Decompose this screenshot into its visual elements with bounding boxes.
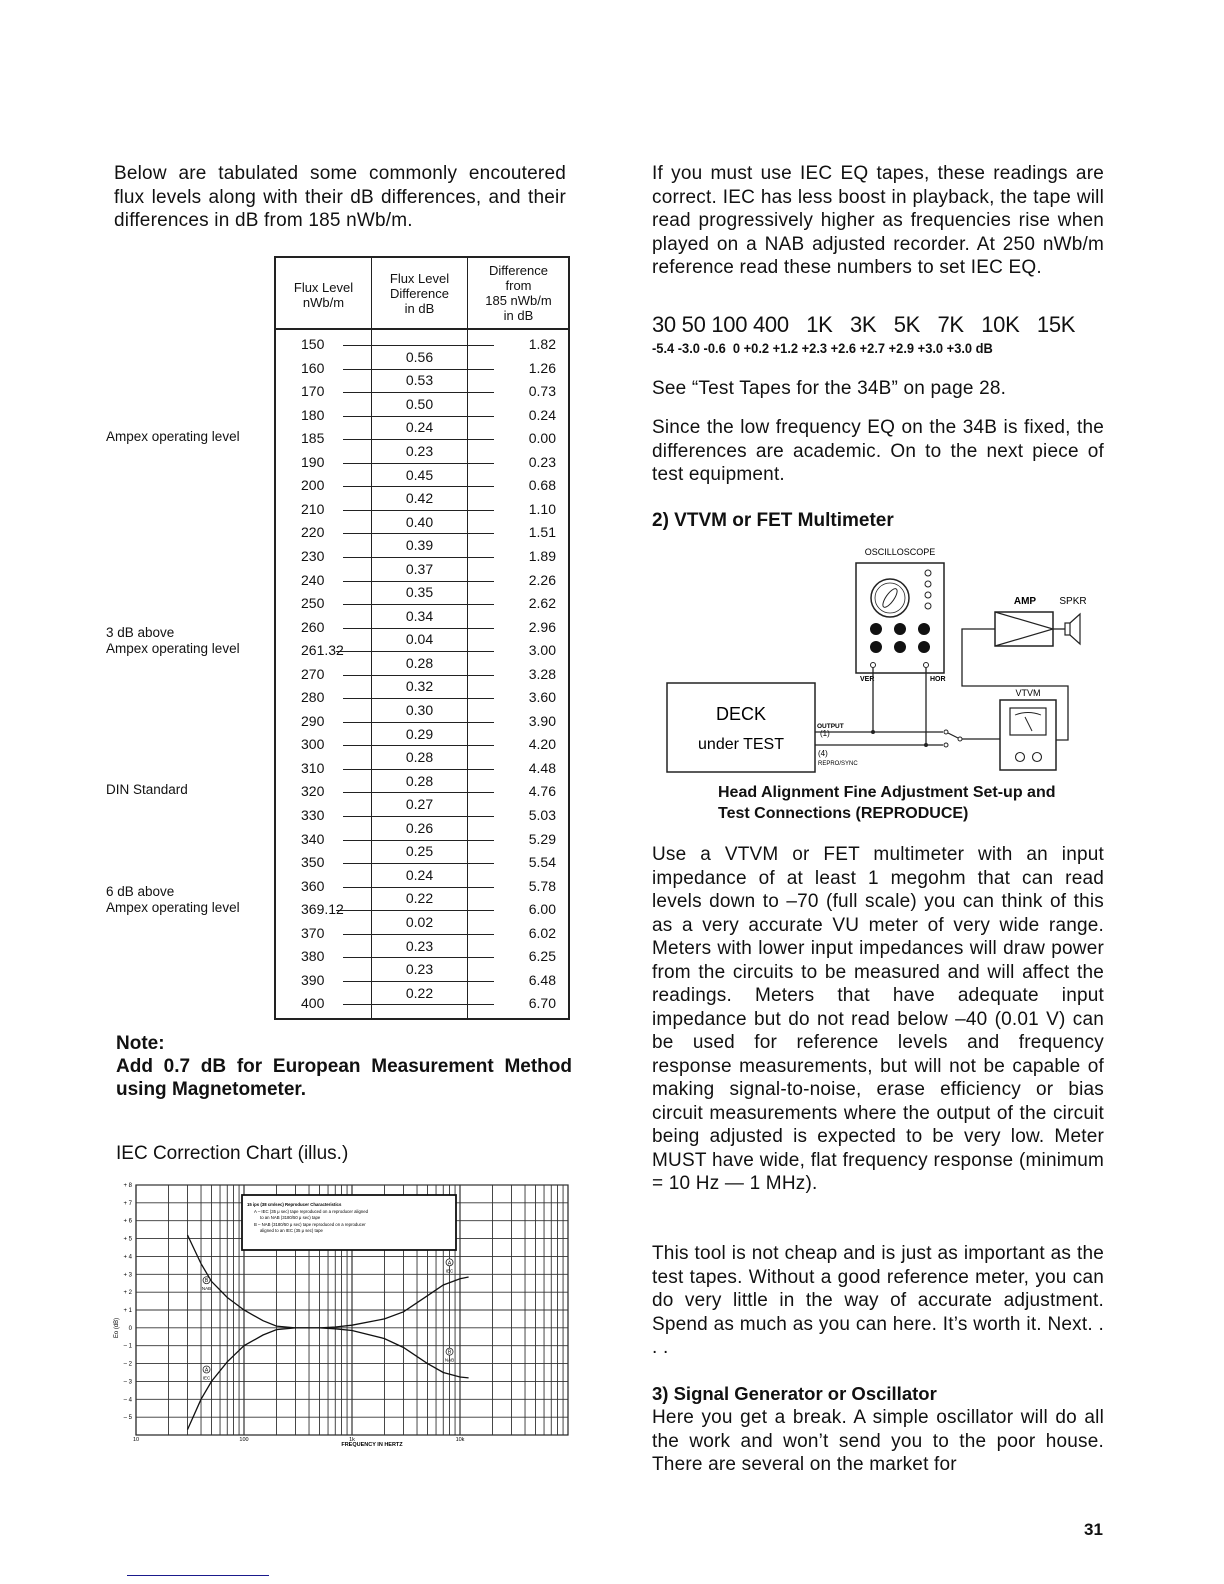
table-row-line bbox=[343, 581, 494, 582]
table-row-line bbox=[343, 816, 494, 817]
level-difference-cell: 0.37 bbox=[405, 560, 434, 577]
level-difference-cell: 0.40 bbox=[405, 513, 434, 530]
level-difference-cell: 0.32 bbox=[405, 678, 434, 695]
legend-line: 15 ips (38 cm/sec) Reproducer Characteristics bbox=[247, 1202, 342, 1207]
flux-level-cell: 380 bbox=[301, 948, 325, 965]
flux-level-cell: 370 bbox=[301, 924, 325, 941]
oscilloscope-label: OSCILLOSCOPE bbox=[864, 547, 936, 557]
spkr-label: SPKR bbox=[1059, 596, 1087, 607]
diff-from-185-cell: 5.54 bbox=[528, 854, 556, 871]
repro-sync-label: REPRO/SYNC bbox=[818, 761, 858, 767]
y-tick-label: + 8 bbox=[123, 1183, 132, 1189]
level-difference-cell: 0.02 bbox=[405, 913, 434, 930]
diff-from-185-cell: 1.10 bbox=[528, 500, 556, 517]
flux-level-cell: 360 bbox=[301, 877, 325, 894]
scope-indicator-lights bbox=[925, 570, 931, 609]
level-difference-cell: 0.28 bbox=[405, 654, 434, 671]
legend-line: A – IEC (35 μ sec) tape reproduced on a reproducer aligned bbox=[254, 1209, 369, 1214]
level-difference-cell: 0.23 bbox=[405, 961, 434, 978]
reference-meter-paragraph: This tool is not cheap and is just as important as the test tapes. Without a good reference meter, you can do very little in the way of accurate adjustment. Spend as much as you can here. It’s worth it. Next. . . . bbox=[652, 1243, 1104, 1358]
y-tick-label: + 1 bbox=[123, 1308, 132, 1314]
speaker-icon bbox=[1065, 623, 1070, 635]
diff-from-185-cell: 1.51 bbox=[528, 524, 556, 541]
diff-from-185-cell: 2.96 bbox=[528, 618, 556, 635]
heading-vtvm: 2) VTVM or FET Multimeter bbox=[652, 510, 894, 531]
hor-label: HOR bbox=[930, 676, 946, 683]
flux-level-cell: 369.12 bbox=[301, 901, 344, 918]
y-tick-label: – 4 bbox=[123, 1397, 132, 1404]
diff-from-185-cell: 5.78 bbox=[528, 877, 556, 894]
flux-level-cell: 300 bbox=[301, 736, 325, 753]
level-difference-cell: 0.30 bbox=[405, 702, 434, 719]
level-difference-cell: 0.23 bbox=[405, 442, 434, 459]
y-tick-label: – 3 bbox=[123, 1379, 132, 1386]
flux-level-cell: 270 bbox=[301, 665, 325, 682]
output-label: OUTPUT bbox=[817, 723, 844, 730]
heading-signal-generator: 3) Signal Generator or Oscillator bbox=[652, 1383, 937, 1404]
level-difference-cell: 0.35 bbox=[405, 584, 434, 601]
level-difference-cell: 0.50 bbox=[405, 395, 434, 412]
level-difference-cell: 0.28 bbox=[405, 772, 434, 789]
level-difference-cell: 0.28 bbox=[405, 749, 434, 766]
table-row-line bbox=[343, 557, 494, 558]
scope-screen-icon bbox=[871, 579, 909, 617]
curve-annotation-label: IEC bbox=[445, 1268, 454, 1274]
x-tick-label: 10 bbox=[132, 1437, 140, 1443]
level-difference-cell: 0.34 bbox=[405, 607, 434, 624]
curve-marker-letter: B bbox=[447, 1349, 452, 1356]
flux-level-cell: 261.32 bbox=[301, 642, 344, 659]
header-line: in dB bbox=[503, 308, 534, 323]
table-row-line bbox=[343, 981, 494, 982]
lissajous-trace-icon bbox=[880, 587, 899, 610]
side-label: 6 dB above Ampex operating level bbox=[106, 884, 240, 916]
vtvm-jack bbox=[1016, 753, 1025, 762]
selector-switch-icon bbox=[948, 733, 958, 738]
y-tick-label: + 3 bbox=[123, 1272, 132, 1279]
level-difference-cell: 0.27 bbox=[405, 796, 434, 813]
level-difference-cell: 0.24 bbox=[405, 866, 434, 883]
diff-from-185-cell: 2.26 bbox=[528, 571, 556, 588]
output-number: (1) bbox=[820, 729, 830, 738]
flux-level-cell: 170 bbox=[301, 383, 325, 400]
diff-from-185-cell: 0.68 bbox=[528, 477, 556, 494]
flux-level-cell: 240 bbox=[301, 571, 325, 588]
diff-from-185-cell: 4.20 bbox=[528, 736, 556, 753]
header-level-difference bbox=[372, 271, 467, 316]
flux-level-cell: 260 bbox=[301, 618, 325, 635]
note-title: Note: bbox=[116, 1033, 165, 1054]
diff-from-185-cell: 1.82 bbox=[528, 336, 556, 352]
flux-level-cell: 280 bbox=[301, 689, 325, 706]
flux-level-cell: 185 bbox=[301, 430, 325, 447]
flux-level-cell: 350 bbox=[301, 854, 325, 871]
header-line: Difference bbox=[389, 286, 449, 301]
table-row-line bbox=[343, 604, 494, 605]
header-divider bbox=[276, 328, 568, 330]
side-label: DIN Standard bbox=[106, 782, 188, 798]
curve-annotation-label: IEC bbox=[202, 1375, 211, 1381]
y-tick-label: + 5 bbox=[123, 1236, 132, 1243]
diff-from-185-cell: 0.24 bbox=[528, 406, 556, 423]
x-tick-label: 10k bbox=[455, 1437, 465, 1443]
level-difference-cell: 0.39 bbox=[405, 537, 434, 554]
curve-annotation-label: NAB bbox=[201, 1286, 212, 1292]
diff-from-185-cell: 4.76 bbox=[528, 783, 556, 800]
switch-contact bbox=[944, 730, 948, 734]
diff-from-185-cell: 5.29 bbox=[528, 830, 556, 847]
y-tick-label: + 6 bbox=[123, 1218, 132, 1225]
header-line: Difference bbox=[488, 263, 548, 278]
flux-level-cell: 200 bbox=[301, 477, 325, 494]
flux-level-cell: 330 bbox=[301, 807, 325, 823]
caption-line: Head Alignment Fine Adjustment Set-up and bbox=[718, 784, 1056, 801]
table-row-line bbox=[343, 392, 494, 393]
deck-box bbox=[667, 683, 815, 772]
diff-from-185-cell: 6.02 bbox=[528, 924, 556, 941]
diff-from-185-cell: 3.00 bbox=[528, 642, 556, 659]
curve-annotation-label: NAB bbox=[444, 1357, 455, 1363]
y-tick-label: + 2 bbox=[123, 1290, 132, 1297]
diff-from-185-cell: 1.26 bbox=[528, 359, 556, 376]
level-difference-cell: 0.22 bbox=[405, 984, 434, 1001]
hor-terminal bbox=[924, 663, 929, 668]
side-label: 3 dB above Ampex operating level bbox=[106, 625, 240, 657]
page-number: 31 bbox=[1084, 1520, 1103, 1539]
diff-from-185-cell: 3.60 bbox=[528, 689, 556, 706]
y-tick-label: – 5 bbox=[123, 1415, 132, 1422]
note-text-line1: Add 0.7 dB for European Measurement Method bbox=[116, 1056, 572, 1077]
table-row-line bbox=[343, 887, 494, 888]
chart-y-ticks bbox=[123, 1183, 132, 1421]
legend-line: aligned to an IEC (35 μ sec) tape bbox=[260, 1228, 323, 1233]
intro-paragraph: Below are tabulated some commonly encoutered flux levels along with their dB differences, and their differences in dB from 185 nWb/m. bbox=[114, 163, 566, 231]
table-row-line bbox=[343, 439, 494, 440]
flux-level-cell: 210 bbox=[301, 500, 325, 517]
level-difference-cell: 0.24 bbox=[405, 419, 434, 436]
chart-y-label: Eo (dB) bbox=[114, 1317, 120, 1339]
table-row-line bbox=[343, 957, 494, 958]
level-difference-cell: 0.29 bbox=[405, 725, 434, 742]
test-connection-diagram bbox=[660, 540, 1100, 780]
level-difference-cell: 0.22 bbox=[405, 890, 434, 907]
header-line: from bbox=[505, 278, 532, 293]
oscilloscope-box bbox=[856, 563, 944, 673]
chart-legend bbox=[242, 1195, 456, 1250]
diff-from-185-cell: 1.89 bbox=[528, 547, 556, 564]
repro-number: (4) bbox=[818, 749, 828, 758]
iec-correction-chart bbox=[112, 1180, 572, 1450]
diff-from-185-cell: 6.70 bbox=[528, 995, 556, 1012]
table-row-line bbox=[343, 463, 494, 464]
table-row-line bbox=[343, 345, 494, 346]
flux-level-cell: 150 bbox=[301, 336, 325, 352]
flux-level-cell: 390 bbox=[301, 971, 325, 988]
table-row-line bbox=[343, 533, 494, 534]
vtvm-label: VTVM bbox=[1015, 688, 1041, 698]
amp-box bbox=[995, 612, 1053, 646]
header-flux-level bbox=[276, 280, 371, 310]
flux-level-cell: 230 bbox=[301, 547, 325, 564]
chart-x-label: FREQUENCY IN HERTZ bbox=[341, 1442, 403, 1448]
under-test-label: under TEST bbox=[698, 736, 784, 753]
diff-from-185-cell: 6.25 bbox=[528, 948, 556, 965]
diff-from-185-cell: 4.48 bbox=[528, 759, 556, 776]
switch-contact bbox=[944, 743, 948, 747]
header-line: Flux Level bbox=[389, 271, 450, 286]
curve-marker-letter: A bbox=[204, 1367, 209, 1374]
table-row-line bbox=[343, 698, 494, 699]
diff-from-185-cell: 0.73 bbox=[528, 383, 556, 400]
y-tick-label: + 4 bbox=[123, 1254, 132, 1261]
caption-line: Test Connections (REPRODUCE) bbox=[718, 805, 969, 822]
ver-label: VER bbox=[860, 676, 875, 683]
flux-level-cell: 190 bbox=[301, 453, 325, 470]
legend-line: B – NAB (3180/50 μ sec) tape reproduced on a reproducer bbox=[254, 1222, 366, 1227]
level-difference-cell: 0.26 bbox=[405, 819, 434, 836]
table-row-line bbox=[343, 769, 494, 770]
see-test-tapes-paragraph: See “Test Tapes for the 34B” on page 28. bbox=[652, 378, 1007, 399]
table-row-line bbox=[343, 792, 494, 793]
diff-from-185-cell: 3.28 bbox=[528, 665, 556, 682]
level-difference-cell: 0.23 bbox=[405, 937, 434, 954]
table-row-line bbox=[343, 745, 494, 746]
table-row-line bbox=[343, 510, 494, 511]
diff-from-185-cell: 5.03 bbox=[528, 807, 556, 823]
y-tick-label: – 2 bbox=[123, 1361, 132, 1368]
oscillator-paragraph: Here you get a break. A simple oscillator will do all the work and won’t send you to the poor house. There are several on the market for bbox=[652, 1407, 1104, 1475]
db-readings-line: -5.4 -3.0 -0.6 0 +0.2 +1.2 +2.3 +2.6 +2.7 +2.9 +3.0 +3.0 dB bbox=[652, 340, 993, 356]
y-tick-label: – 1 bbox=[123, 1343, 132, 1350]
flux-level-cell: 180 bbox=[301, 406, 325, 423]
header-line: in dB bbox=[404, 301, 435, 316]
low-frequency-paragraph: Since the low frequency EQ on the 34B is fixed, the differences are academic. On to the next piece of test equipment. bbox=[652, 417, 1104, 485]
diagram-caption bbox=[718, 782, 1056, 824]
chart-heading: IEC Correction Chart (illus.) bbox=[116, 1143, 349, 1164]
level-difference-cell: 0.56 bbox=[405, 348, 434, 365]
frequency-line: 30 50 100 400 1K 3K 5K 7K 10K 15K bbox=[652, 312, 1076, 337]
table-row-line bbox=[343, 840, 494, 841]
curve-marker-letter: B bbox=[204, 1278, 209, 1285]
flux-level-cell: 320 bbox=[301, 783, 325, 800]
flux-level-cell: 340 bbox=[301, 830, 325, 847]
flux-level-cell: 160 bbox=[301, 359, 325, 376]
table-row-line bbox=[343, 1004, 494, 1005]
table-row-line bbox=[336, 651, 494, 652]
vtvm-jack bbox=[1033, 753, 1042, 762]
y-tick-label: + 7 bbox=[123, 1200, 132, 1207]
flux-level-cell: 290 bbox=[301, 712, 325, 729]
y-tick-label: 0 bbox=[128, 1325, 132, 1332]
x-tick-label: 100 bbox=[239, 1437, 249, 1443]
header-line: nWb/m bbox=[302, 295, 345, 310]
level-difference-cell: 0.53 bbox=[405, 372, 434, 389]
amp-label: AMP bbox=[1013, 596, 1037, 607]
legend-line: to an NAB (3180/50 μ sec) tape bbox=[260, 1215, 321, 1220]
footnote-rule bbox=[127, 1575, 269, 1576]
diff-from-185-cell: 2.62 bbox=[528, 595, 556, 612]
level-difference-cell: 0.25 bbox=[405, 843, 434, 860]
table-row-line bbox=[336, 910, 494, 911]
flux-level-cell: 250 bbox=[301, 595, 325, 612]
side-label: Ampex operating level bbox=[106, 429, 240, 445]
header-line: Flux Level bbox=[293, 280, 354, 295]
vtvm-usage-paragraph: Use a VTVM or FET multimeter with an input impedance of at least 1 megohm that can read levels down to –70 (full scale) you can think of this as a very accurate VU meter of very wide range. Meters with lower input impedances will draw power from the circuits to be measured and will affect the readings. Meters that have adequate input impedance but do not read below –40 (0.01 V) can be used for reference levels and frequency response measurements, but will not be capable of making signal-to-noise, erase efficiency or bias circuit measurements where the output of the circuit being adjusted is expected to be very low. Meter MUST have wide, flat frequency response (minimum = 10 Hz — 1 MHz). bbox=[652, 844, 1104, 1194]
flux-level-cell: 400 bbox=[301, 995, 325, 1012]
scope-screen-inner bbox=[875, 583, 905, 613]
table-row-line bbox=[343, 369, 494, 370]
iec-readings-paragraph: If you must use IEC EQ tapes, these readings are correct. IEC has less boost in playback, the tape will read progressively higher as frequencies rise when played on a NAB adjusted recorder. At 250 nWb/m reference read these numbers to set IEC EQ. bbox=[652, 163, 1104, 278]
table-row-line bbox=[343, 628, 494, 629]
flux-level-table bbox=[274, 256, 570, 1020]
level-difference-cell: 0.45 bbox=[405, 466, 434, 483]
flux-level-cell: 310 bbox=[301, 759, 325, 776]
table-row-line bbox=[343, 675, 494, 676]
chart-x-ticks bbox=[133, 1437, 465, 1443]
diff-from-185-cell: 0.23 bbox=[528, 453, 556, 470]
flux-level-cell: 220 bbox=[301, 524, 325, 541]
diff-from-185-cell: 6.00 bbox=[528, 901, 556, 918]
table-row-line bbox=[343, 486, 494, 487]
deck-label: DECK bbox=[715, 704, 767, 724]
level-difference-cell: 0.42 bbox=[405, 490, 434, 507]
scope-knobs-icon bbox=[870, 623, 930, 653]
ver-terminal bbox=[871, 663, 876, 668]
table-row-line bbox=[343, 863, 494, 864]
table-row-line bbox=[343, 934, 494, 935]
header-line: 185 nWb/m bbox=[485, 293, 552, 308]
diff-from-185-cell: 0.00 bbox=[528, 430, 556, 447]
diff-from-185-cell: 3.90 bbox=[528, 712, 556, 729]
curve-marker-letter: A bbox=[447, 1260, 452, 1267]
diff-from-185-cell: 6.48 bbox=[528, 971, 556, 988]
level-difference-cell: 0.04 bbox=[405, 631, 434, 648]
header-diff-from-185 bbox=[468, 263, 569, 323]
column-divider bbox=[467, 258, 468, 1018]
table-row-line bbox=[343, 722, 494, 723]
x-tick-label: 1k bbox=[349, 1437, 355, 1443]
note-text-line2: using Magnetometer. bbox=[116, 1079, 307, 1100]
amplifier-icon bbox=[995, 612, 1053, 646]
table-row-line bbox=[343, 416, 494, 417]
